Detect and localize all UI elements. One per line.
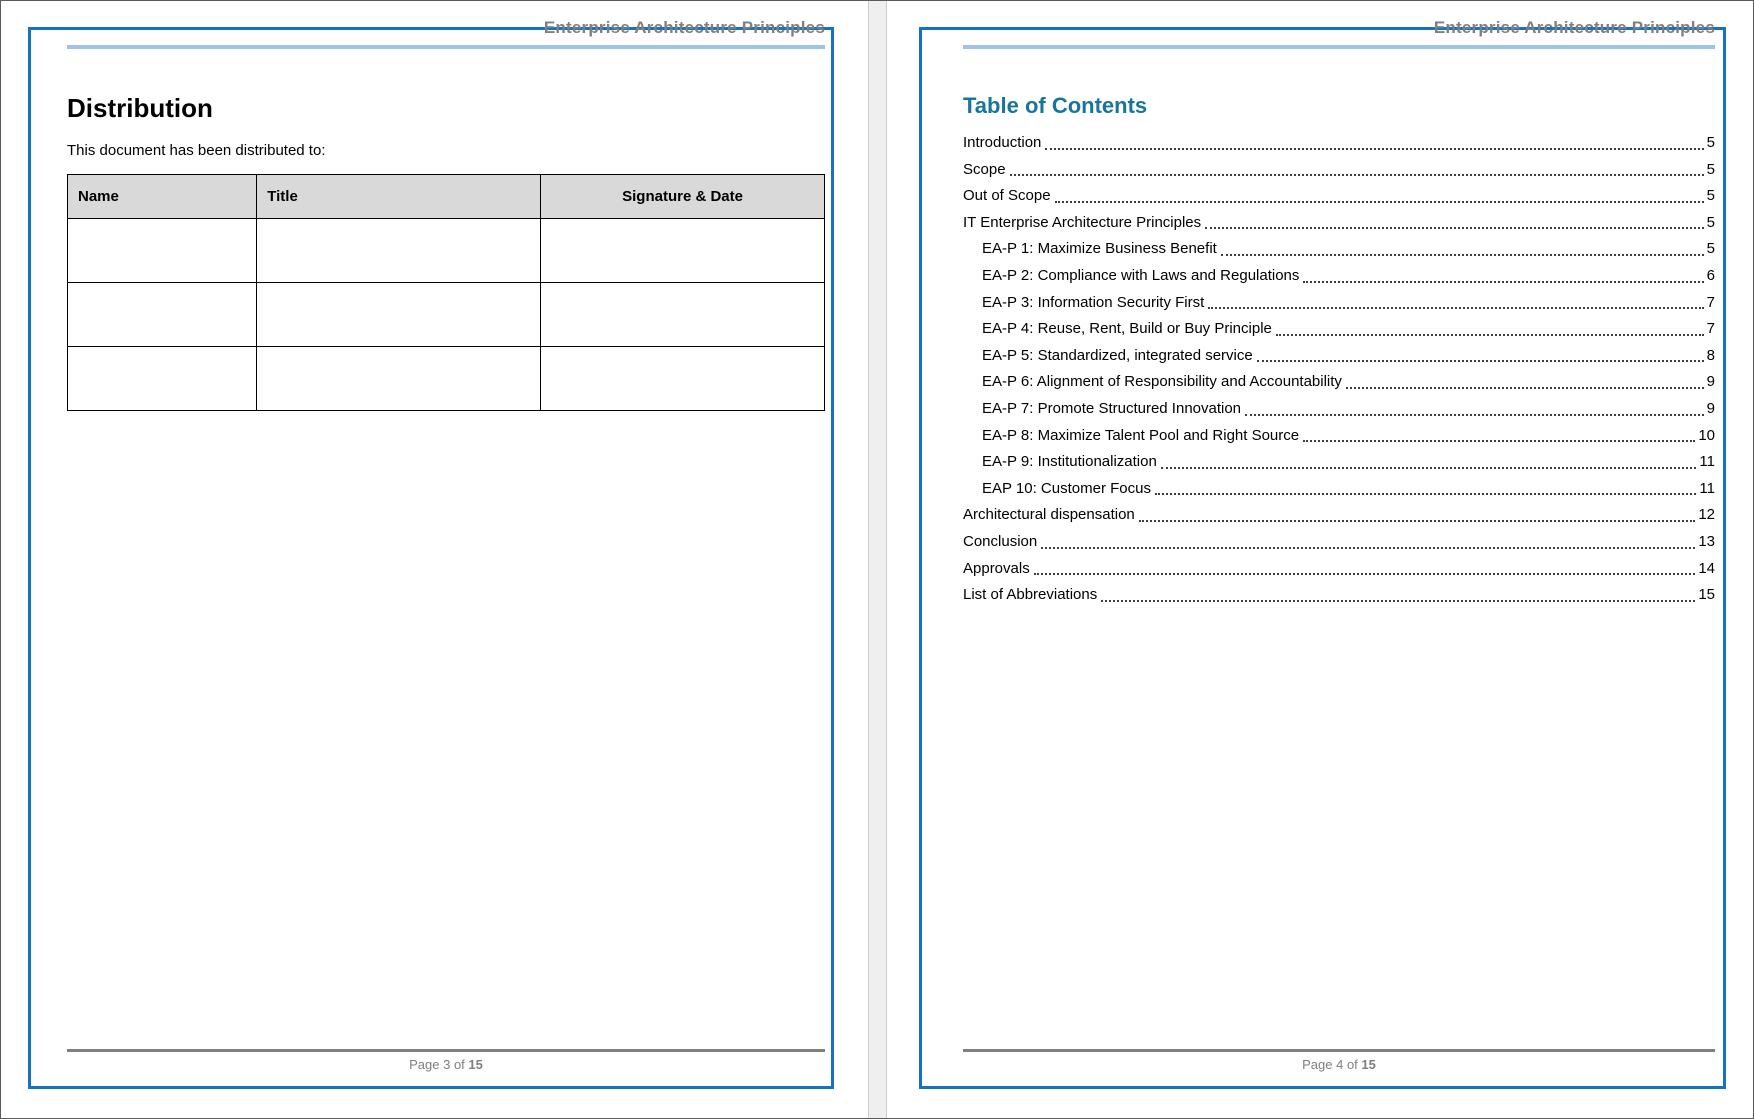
toc-page-number: 5 [1706, 213, 1715, 231]
toc-entry[interactable] [963, 529, 1715, 556]
toc-entry-label: IT Enterprise Architecture Principles [963, 213, 1202, 231]
table-cell [541, 283, 825, 347]
footer-page-word: Page [1302, 1057, 1333, 1072]
table-cell [541, 347, 825, 411]
toc-page-number: 5 [1706, 160, 1715, 178]
toc-entry[interactable] [963, 582, 1715, 609]
toc-leader-dots [1245, 414, 1704, 416]
toc-entry-label: Scope [963, 160, 1006, 178]
toc-page-number: 8 [1706, 346, 1715, 364]
toc-leader-dots [1303, 440, 1695, 442]
toc-entry-label: List of Abbreviations [963, 586, 1098, 604]
table-cell [257, 347, 541, 411]
header-rule [963, 45, 1715, 49]
table-cell [68, 347, 257, 411]
toc-leader-dots [1041, 547, 1695, 549]
page-footer-text [67, 1057, 825, 1072]
table-cell [68, 283, 257, 347]
toc-entry-label: Conclusion [963, 532, 1038, 550]
toc-page-number: 5 [1706, 134, 1715, 151]
toc-entry-label: Architectural dispensation [963, 506, 1135, 524]
toc-leader-dots [1055, 201, 1704, 203]
running-header-title: Enterprise Architecture Principles [1433, 18, 1715, 37]
header-rule [67, 45, 825, 49]
distribution-intro-text: This document has been distributed to: [67, 142, 326, 159]
toc-page-number: 10 [1698, 426, 1715, 444]
toc-entry[interactable] [963, 423, 1715, 450]
toc-page-number: 9 [1706, 399, 1715, 417]
distribution-heading: Distribution [67, 93, 213, 123]
page-3-footer [67, 1049, 825, 1072]
toc-leader-dots [1010, 174, 1704, 176]
footer-total-pages: 15 [468, 1057, 483, 1072]
toc-page-number: 11 [1699, 479, 1715, 497]
page-footer-text [963, 1057, 1715, 1072]
toc-entry[interactable] [963, 263, 1715, 290]
table-cell [541, 219, 825, 283]
toc-page-number: 11 [1699, 453, 1715, 471]
toc-entry[interactable] [963, 290, 1715, 317]
toc-entry-label: Introduction [963, 134, 1042, 151]
toc-entry-label: EA-P 4: Reuse, Rent, Build or Buy Principle [982, 320, 1272, 338]
toc-entry-label: EA-P 2: Compliance with Laws and Regulations [982, 266, 1300, 284]
footer-page-number: 3 [443, 1057, 451, 1072]
toc-leader-dots [1034, 573, 1696, 575]
page-3-content [1, 1, 868, 1118]
table-header-signature-date: Signature & Date [541, 175, 825, 219]
toc-entry-label: EA-P 1: Maximize Business Benefit [982, 240, 1217, 258]
footer-of-word: of [1346, 1057, 1358, 1072]
toc-page-number: 15 [1698, 586, 1715, 604]
table-header-name: Name [68, 175, 257, 219]
toc-leader-dots [1221, 254, 1704, 256]
toc-leader-dots [1276, 334, 1704, 336]
toc-leader-dots [1045, 148, 1703, 150]
toc-entry-label: Approvals [963, 559, 1030, 577]
toc-leader-dots [1303, 281, 1703, 283]
toc-leader-dots [1155, 493, 1696, 495]
toc-leader-dots [1208, 307, 1703, 309]
toc-page-number: 13 [1698, 532, 1715, 550]
footer-page-number: 4 [1336, 1057, 1344, 1072]
table-row [68, 283, 825, 347]
toc-leader-dots [1346, 387, 1704, 389]
toc-entry[interactable] [963, 210, 1715, 237]
toc-entry-label: EA-P 5: Standardized, integrated service [982, 346, 1253, 364]
toc-entry-label: EAP 10: Customer Focus [982, 479, 1151, 497]
table-header-title: Title [257, 175, 541, 219]
toc-leader-dots [1139, 520, 1696, 522]
distribution-table [67, 174, 825, 411]
toc-leader-dots [1205, 227, 1704, 229]
footer-rule [963, 1049, 1715, 1052]
toc-entry-label: EA-P 6: Alignment of Responsibility and Accountability [982, 373, 1342, 391]
toc-entry[interactable] [963, 476, 1715, 503]
page-gutter [868, 1, 887, 1118]
page-4-content [887, 1, 1753, 1118]
toc-leader-dots [1101, 600, 1695, 602]
toc-entry-label: EA-P 9: Institutionalization [982, 453, 1157, 471]
footer-total-pages: 15 [1361, 1057, 1376, 1072]
toc-page-number: 7 [1706, 293, 1715, 311]
toc-entry-label: EA-P 7: Promote Structured Innovation [982, 399, 1242, 417]
toc-leader-dots [1257, 360, 1704, 362]
toc-heading: Table of Contents [963, 93, 1148, 118]
table-row [68, 219, 825, 283]
toc-entry[interactable] [963, 183, 1715, 210]
toc-leader-dots [1161, 467, 1697, 469]
toc-entry[interactable] [963, 502, 1715, 529]
footer-of-word: of [453, 1057, 465, 1072]
toc-entry-label: EA-P 3: Information Security First [982, 293, 1205, 311]
distribution-table-header-row [68, 175, 825, 219]
running-header-title: Enterprise Architecture Principles [543, 18, 825, 37]
toc-entry[interactable] [963, 157, 1715, 184]
toc-list [963, 130, 1715, 609]
table-row [68, 347, 825, 411]
toc-entry[interactable] [963, 236, 1715, 263]
toc-page-number: 12 [1698, 506, 1715, 524]
toc-entry[interactable] [963, 369, 1715, 396]
toc-entry[interactable] [963, 316, 1715, 343]
toc-entry[interactable] [963, 556, 1715, 583]
toc-page-number: 7 [1706, 320, 1715, 338]
table-cell [257, 283, 541, 347]
toc-entry[interactable] [963, 449, 1715, 476]
page-4-sheet [887, 1, 1753, 1118]
page-4-footer [963, 1049, 1715, 1072]
toc-entry[interactable] [963, 396, 1715, 423]
toc-entry[interactable] [963, 343, 1715, 370]
footer-page-word: Page [409, 1057, 440, 1072]
table-cell [68, 219, 257, 283]
page-3-sheet [1, 1, 868, 1118]
toc-entry-label: EA-P 8: Maximize Talent Pool and Right Source [982, 426, 1300, 444]
toc-page-number: 5 [1706, 240, 1715, 258]
toc-entry[interactable] [963, 130, 1715, 157]
table-cell [257, 219, 541, 283]
toc-page-number: 9 [1706, 373, 1715, 391]
toc-entry-label: Out of Scope [963, 187, 1051, 205]
toc-page-number: 5 [1706, 187, 1715, 205]
footer-rule [67, 1049, 825, 1052]
toc-page-number: 14 [1698, 559, 1715, 577]
toc-page-number: 6 [1706, 266, 1715, 284]
